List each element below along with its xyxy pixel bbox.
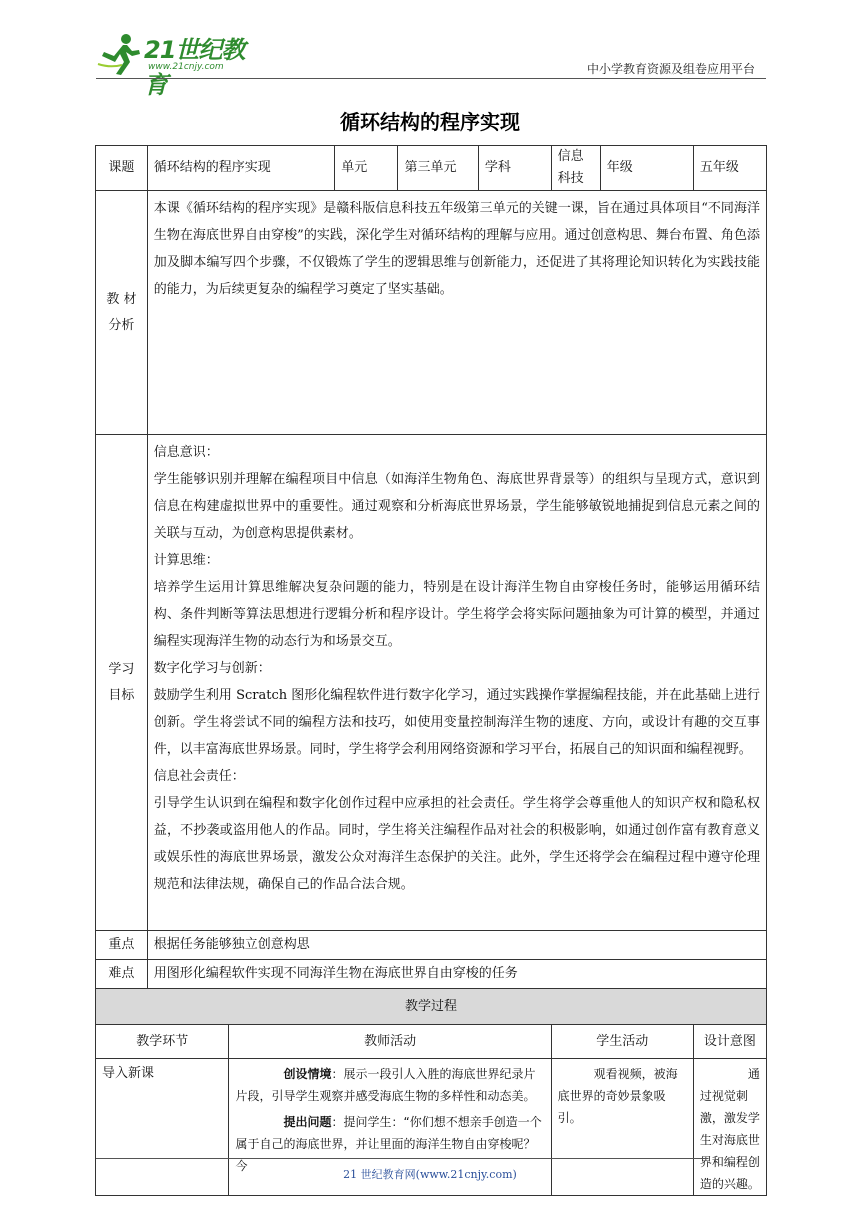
process-title-row: [96, 989, 767, 1025]
subject-value: 信息科技: [551, 146, 600, 191]
page-title: 循环结构的程序实现: [340, 110, 520, 134]
page-header: [0, 0, 860, 99]
goal-heading: 信息意识：: [153, 445, 219, 460]
unit-label: 单元: [335, 146, 398, 191]
topic-label: 课题: [96, 146, 148, 191]
material-row: [96, 191, 767, 435]
footer-divider: [96, 1158, 708, 1159]
situation-label: 创设情境: [283, 1067, 332, 1081]
goal-text: 鼓励学生利用 Scratch 图形化编程软件进行数字化学习，通过实践操作掌握编程技能，并在此基础上进行创新。学生将尝试不同的编程方法和技巧，如使用变量控制海洋生物的速度、方向，或设计有趣的交互事件，以丰富海底世界场景。同时，学生将学会利用网络资源和学习平台，拓展自己的知识面和编程视野。: [153, 688, 760, 757]
key-point-label: 重点: [96, 931, 148, 960]
goals-row: [96, 435, 767, 931]
material-label: 教 材 分析: [96, 191, 148, 435]
question-label: 提出问题: [283, 1115, 332, 1129]
runner-icon: [96, 32, 142, 76]
difficulty-row: [96, 960, 767, 989]
goal-heading: 信息社会责任：: [153, 769, 245, 784]
student-activity: 观看视频，被海底世界的奇妙景象吸引。: [551, 1059, 693, 1196]
logo-url: www.21cnjy.com: [148, 62, 224, 72]
subject-label: 学科: [478, 146, 551, 191]
goal-heading: 计算思维：: [153, 553, 219, 568]
process-header-row: [96, 1025, 767, 1059]
goal-heading: 数字化学习与创新：: [153, 661, 271, 676]
material-text: 本课《循环结构的程序实现》是赣科版信息科技五年级第三单元的关键一课，旨在通过具体项目“不同海洋生物在海底世界自由穿梭”的实践，深化学生对循环结构的理解与应用。通过创意构思、舞台布置、角色添加及脚本编写四个步骤，不仅锻炼了学生的逻辑思维与创新能力，还促进了其将理论知识转化为实践技能的能力，为后续更复杂的编程学习奠定了坚实基础。: [153, 201, 760, 297]
difficulty-label: 难点: [96, 960, 148, 989]
info-row: [96, 146, 767, 191]
col-stage: 教学环节: [96, 1025, 229, 1059]
grade-value: 五年级: [693, 146, 766, 191]
lesson-plan-table: [95, 145, 767, 1196]
process-title: 教学过程: [96, 989, 767, 1025]
question-text: ：提问学生：“你们想不想亲手创造一个属于自己的海底世界，并让里面的海洋生物自由穿梭呢？今: [235, 1115, 542, 1173]
design-intent: 通过视觉刺激，激发学生对海底世界和编程创造的兴趣。: [693, 1059, 766, 1196]
goals-label: 学习 目标: [96, 435, 148, 931]
grade-label: 年级: [600, 146, 693, 191]
goal-text: 引导学生认识到在编程和数字化创作过程中应承担的社会责任。学生将学会尊重他人的知识产权和隐私权益，不抄袭或盗用他人的作品。同时，学生将关注编程作品对社会的积极影响，如通过创作富有教育意义或娱乐性的海底世界场景，激发公众对海洋生态保护的关注。此外，学生还将学会在编程过程中遵守伦理规范和法律法规，确保自己的作品合法合规。: [153, 796, 760, 892]
platform-name: 中小学教育资源及组卷应用平台: [586, 62, 755, 76]
difficulty-text: 用图形化编程软件实现不同海洋生物在海底世界自由穿梭的任务: [147, 960, 766, 989]
header-divider: [96, 78, 766, 79]
key-point-text: 根据任务能够独立创意构思: [147, 931, 766, 960]
situation-text: ：展示一段引人入胜的海底世界纪录片片段，引导学生观察并感受海底生物的多样性和动态美。: [235, 1067, 536, 1103]
col-intent: 设计意图: [693, 1025, 766, 1059]
goals-cell: [147, 435, 766, 931]
goal-text: 培养学生运用计算思维解决复杂问题的能力，特别是在设计海洋生物自由穿梭任务时，能够运用循环结构、条件判断等算法思想进行逻辑分析和程序设计。学生将学会将实际问题抽象为可计算的模型，并通过编程实现海洋生物的动态行为和场景交互。: [153, 580, 760, 649]
stage-cell: 导入新课: [96, 1059, 229, 1196]
logo: [96, 32, 266, 99]
logo-text: 21世纪教育: [144, 36, 245, 99]
unit-value: 第三单元: [398, 146, 478, 191]
key-point-row: [96, 931, 767, 960]
topic-value: 循环结构的程序实现: [147, 146, 334, 191]
material-cell: [147, 191, 766, 435]
col-student: 学生活动: [551, 1025, 693, 1059]
goal-text: 学生能够识别并理解在编程项目中信息（如海洋生物角色、海底世界背景等）的组织与呈现方式，意识到信息在构建虚拟世界中的重要性。通过观察和分析海底世界场景，学生能够敏锐地捕捉到信息元素之间的关联与互动，为创意构思提供素材。: [153, 472, 760, 541]
col-teacher: 教师活动: [229, 1025, 551, 1059]
footer-text: 21 世纪教育网(www.21cnjy.com): [343, 1168, 517, 1181]
